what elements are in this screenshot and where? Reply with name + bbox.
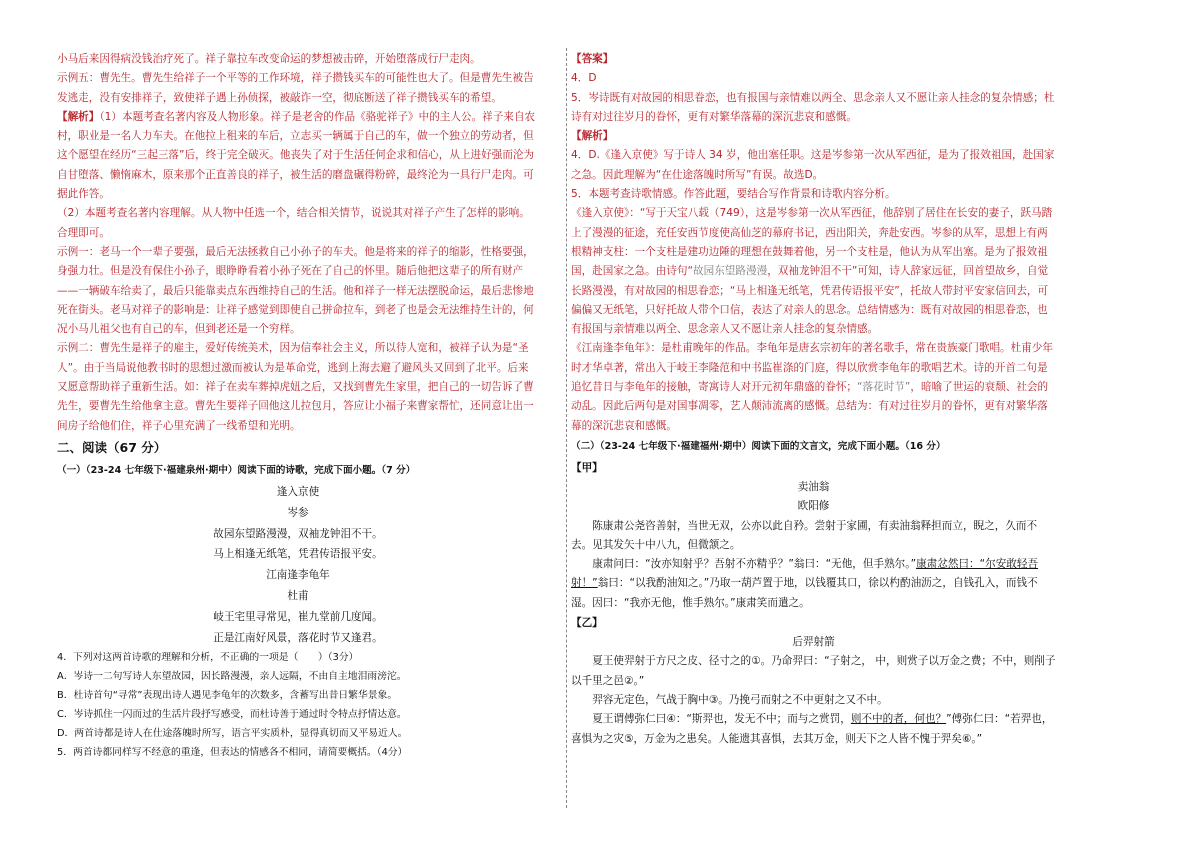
analysis-5: 5．本题考查诗歌情感。作答此题，要结合写作背景和诗歌内容分析。 xyxy=(571,188,896,201)
passage-paragraph: 羿容无定色，气战于胸中③。乃挽弓而射之不中更射之又不中。 xyxy=(592,693,888,706)
passage-author: 欧阳修 xyxy=(797,500,830,513)
poem-title: 逢入京使 xyxy=(276,485,320,498)
passage-text: 康肃问曰：“汝亦知射乎？吾射不亦精乎？”翁曰：“无他，但手熟尔。” xyxy=(592,558,917,571)
analysis-4: 4．D.《逢入京使》写于诗人 34 岁，他出塞任职。这是岑参第一次从军西征，是为了报效祖国，赴国家之急。因此理解为“在仕途落魄时所写”有误。故选D。 xyxy=(571,149,1055,181)
passage-title: 卖油翁 xyxy=(797,480,830,493)
passage-paragraph: 夏王使羿射于方尺之皮、径寸之的①。乃命羿曰：“子射之， 中，则赏子以万金之费；不中，则削子以千里之邑②。” xyxy=(571,655,1056,687)
analysis-paragraph xyxy=(57,108,539,204)
analysis-text: ，暗喻了世运的衰颓、社会的动乱。因此后两句是对国事凋零，艺人颠沛流离的感慨。总结为：有对过往岁月的眷怀，更有对繁华落幕的深沉悲哀和感慨。 xyxy=(571,381,1049,432)
poem-author: 杜甫 xyxy=(287,589,309,602)
underlined-sentence: 则不中的者，何也？ xyxy=(850,713,947,726)
passage-text: 夏王谓傅弥仁曰④：“斯羿也，发无不中；而与之赏罚， xyxy=(592,713,851,726)
passage-paragraph xyxy=(571,710,1056,749)
left-column xyxy=(57,50,539,762)
subsection-heading: （二）（23-24 七年级下·福建福州·期中）阅读下面的文言文，完成下面小题。（16 分） xyxy=(571,440,946,452)
answer-4: 4．D xyxy=(571,72,597,85)
analysis-label: 【解析】 xyxy=(571,130,614,143)
question-4: 4．下列对这两首诗歌的理解和分析，不正确的一项是（ ）（3分） xyxy=(57,652,359,664)
quoted-line: 故园东望路漫漫 xyxy=(693,265,768,278)
poem-line: 岐王宅里寻常见，崔九堂前几度闻。 xyxy=(213,610,383,623)
passage-tag-yi: 【乙】 xyxy=(571,617,603,630)
section-heading: 二、阅读（67 分） xyxy=(57,439,167,455)
passage-paragraph: 陈康肃公尧咨善射，当世无双，公亦以此自矜。尝射于家圃，有卖油翁释担而立，睨之，久而不去。见其发矢十中八九，但微颔之。 xyxy=(571,519,1038,551)
right-column xyxy=(571,50,1056,749)
passage-tag-jia: 【甲】 xyxy=(571,461,603,474)
analysis-text: （2）本题考查名著内容理解。从人物中任选一个，结合相关情节，说说其对祥子产生了怎样的影响。合理即可。 xyxy=(57,207,530,239)
poem-title: 江南逢李龟年 xyxy=(266,569,330,582)
passage-text: ”傅弥仁曰：“若羿也，喜惧为之灾⑤，万金为之患矣。人能遗其喜惧，去其万金，则天下之人皆不愧于羿矣⑥。” xyxy=(571,713,1053,745)
analysis-text: （1）本题考查名著内容及人物形象。祥子是老舍的作品《骆驼祥子》中的主人公。祥子来自农村，职业是一名人力车夫。在他拉上租来的车后，立志买一辆属于自己的车，做一个独立的劳动者，但这个愿望在经历“三起三落”后，终于完全破灭。他丧失了对于生活任何企求和信心，从上进好强而沦为自甘堕落、懒惰麻木，原来那个正直善良的祥子，被生活的磨盘碾得粉碎，最终沦为一具行尸走肉。可据此作答。 xyxy=(57,110,536,201)
analysis-poem-1 xyxy=(571,204,1056,339)
option-c: C．岑诗抓住一闪而过的生活片段抒写感受，而杜诗善于通过时令特点抒情达意。 xyxy=(57,709,407,721)
answer-5: 5．岑诗既有对故园的相思眷恋，也有报国与亲情难以两全、思念亲人又不愿让亲人挂念的复杂情感；杜诗有对过往岁月的眷怀，更有对繁华落幕的深沉悲哀和感慨。 xyxy=(571,91,1055,123)
poem-line: 马上相逢无纸笔，凭君传语报平安。 xyxy=(213,548,383,561)
underlined-sentence: 康肃忿然曰：“尔安敢轻吾射！” xyxy=(571,558,1039,590)
analysis-label: 【解析】 xyxy=(57,110,100,123)
analysis-text: 《江南逢李龟年》：是杜甫晚年的作品。李龟年是唐玄宗初年的著名歌手，常在贵族豪门歌唱。杜甫少年时才华卓著，常出入于岐王李隆范和中书监崔涤的门庭，得以欣赏李龟年的歌唱艺术。诗的开首二句是追忆昔日与李龟年的接触，寄寓诗人对开元初年鼎盛的眷怀； xyxy=(571,342,1054,394)
answer-label: 【答案】 xyxy=(571,53,614,65)
analysis-text: 《逢入京使》：“写于天宝八载（749），这是岑参第一次从军西征，他辞别了居住在长安的妻子，跃马踏上了漫漫的征途，充任安西节度使高仙芝的幕府书记，西出阳关，奔赴安西。岑参的从军，思想上有两根精神支柱：一个支柱是建功边陲的理想在鼓舞着他，另一个支柱是，他认为从军出塞。是为了报效祖国，赴国家之急。由诗句“ xyxy=(571,207,1053,278)
passage-text: 翁曰：“以我酌油知之。”乃取一葫芦置于地，以钱覆其口，徐以杓酌油沥之，自钱孔入，而钱不湿。因曰：“我亦无他，惟手熟尔。”康肃笑而遣之。 xyxy=(571,577,1038,609)
poem-author: 岑参 xyxy=(287,506,309,519)
option-a: A．岑诗一二句写诗人东望故园，因长路漫漫，亲人远隔，不由自主地泪雨滂沱。 xyxy=(57,671,407,683)
subsection-heading: （一）（23-24 七年级下·福建泉州·期中）阅读下面的诗歌，完成下面小题。（7 分） xyxy=(57,464,416,476)
passage-paragraph xyxy=(571,555,1056,613)
poem-line: 故园东望路漫漫，双袖龙钟泪不干。 xyxy=(213,527,383,540)
example-two: 示例二：曹先生是祥子的雇主，爱好传统美术，因为信奉社会主义，所以待人宽和，被祥子认为是“圣人”。由于当局说他教书时的思想过激而被认为是革命党，逃到上海去避了避风头又回到了北平。后来又愿意帮助祥子重新生活。如：祥子在卖车葬掉虎妞之后，又找到曹先生家里，把自己的一切告诉了曹先生，要曹先生给他拿主意。曹先生要祥子回他这儿拉包月，答应让小福子来曹家帮忙，还同意让出一间房子给他们住，祥子心里充满了一线希望和光明。 xyxy=(57,342,534,432)
column-divider xyxy=(566,48,567,808)
example-one: 示例一：老马一个一辈子要强，最后无法拯救自己小孙子的车夫。他是将来的祥子的缩影，性格要强，身强力壮。但是没有保住小孙子，眼睁睁看着小孙子死在了自己的怀里。随后他把这辈子的所有财产——一辆破车给卖了，最后只能靠卖点东西维持自己的生活。他和祥子一样无法摆脱命运，最后悲惨地死在街头。老马对祥子的影响是：让祥子感觉到即使自己拼命拉车，到老了也是会无法维持生计的，何况小马儿祖父也有自己的车，但到老还是一个穷样。 xyxy=(57,245,534,336)
analysis-poem-2 xyxy=(571,339,1056,435)
question-5: 5．两首诗都同样写不经意的重逢，但表达的情感各不相同，请简要概括。（4分） xyxy=(57,747,408,759)
poem-line: 正是江南好风景，落花时节又逢君。 xyxy=(213,631,383,644)
answer-text: 示例五：曹先生。曹先生给祥子一个平等的工作环境，祥子攒钱买车的可能性也大了。但是曹先生被告发逃走，没有安排祥子，致使祥子遇上孙侦探，被敲诈一空，彻底断送了祥子攒钱买车的希望。 xyxy=(57,72,534,104)
option-d: D．两首诗都是诗人在仕途落魄时所写，语言平实质朴，显得真切而又平易近人。 xyxy=(57,728,408,740)
answer-text: 小马后来因得病没钱治疗死了。祥子靠拉车改变命运的梦想被击碎，开始堕落成行尸走肉。 xyxy=(57,53,481,65)
analysis-text: ，双袖龙钟泪不干”可知，诗人辞家远征，回首望故乡，自觉长路漫漫，有对故园的相思眷恋；“马上相逢无纸笔，凭君传语报平安”，托故人带封平安家信回去，可偏偏又无纸笔，只好托故人带个口信，表达了对亲人的思念。总结情感为：既有对故园的相思眷恋，也有报国与亲情难以两全、思念亲人又不愿让亲人挂念的复杂情感。 xyxy=(571,265,1049,336)
option-b: B．杜诗首句“寻常”表现出诗人遇见李龟年的次数多，含蓄写出昔日繁华景象。 xyxy=(57,690,398,702)
quoted-phrase: “落花时节” xyxy=(857,381,911,394)
passage-title: 后羿射箭 xyxy=(792,636,835,649)
